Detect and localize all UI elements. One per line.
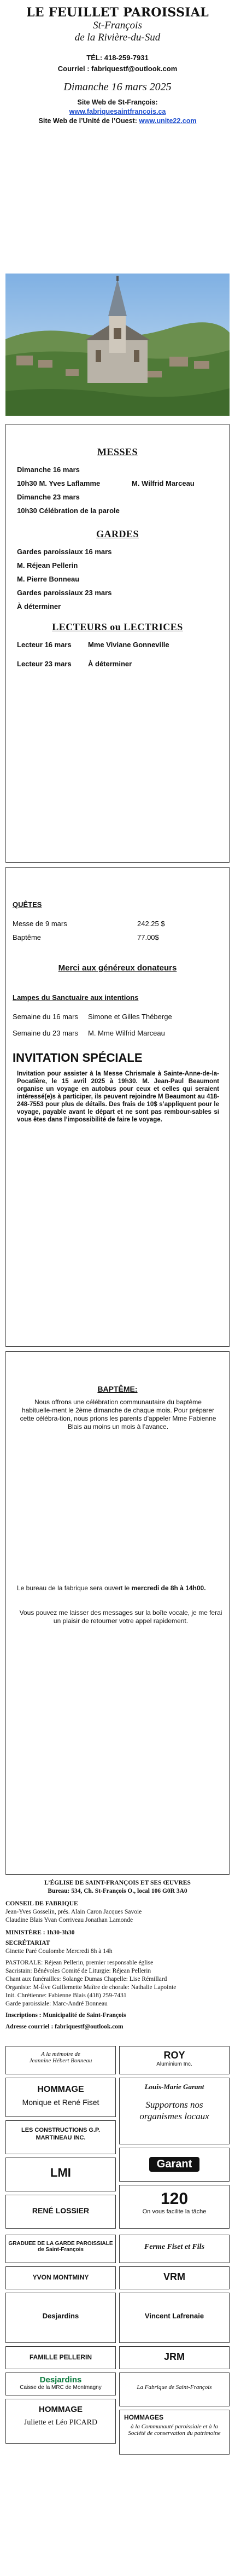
sponsor-ad bbox=[119, 2235, 230, 2263]
sponsor-ad bbox=[5, 2266, 116, 2289]
quete-label: Baptême bbox=[13, 933, 42, 941]
council-members: Claudine Blais Yvan Corriveau Jonathan Lamonde bbox=[5, 1917, 133, 1923]
ad-text: à la Communauté paroissiale et à la Société de conservation du patrimoine bbox=[128, 2423, 221, 2437]
voicemail-note: Vous pouvez me laisser des messages sur la boîte vocale, je me ferai un plaisir de retourner votre appel rapidement. bbox=[19, 1609, 222, 1625]
ad-text: Monique et René Fiset bbox=[22, 2098, 99, 2107]
sponsor-ad bbox=[119, 2266, 230, 2289]
sponsor-ad bbox=[5, 2235, 116, 2263]
sacristan-line: Sacristain: Bénévoles Comité de Liturgie: Réjean Pellerin bbox=[5, 1968, 151, 1974]
mass-line: Dimanche 23 mars bbox=[17, 493, 80, 501]
office-hours-prefix: Le bureau de la fabrique sera ouvert le bbox=[17, 1584, 132, 1592]
office-address: Bureau: 534, Ch. St-François O., local 106 G0R 3A0 bbox=[48, 1888, 187, 1894]
ad-title: HOMMAGE bbox=[39, 2405, 83, 2414]
lamp-name: Simone et Gilles Théberge bbox=[88, 1013, 172, 1021]
garde-line: Garde paroissiale: Marc-André Bonneau bbox=[5, 2001, 108, 2007]
guards-heading: GARDES bbox=[96, 528, 139, 539]
ad-logo: RENÉ LOSSIER bbox=[32, 2206, 90, 2215]
council-members: Jean-Yves Gosselin, prés. Alain Caron Jacques Savoie bbox=[5, 1909, 142, 1915]
ad-logo: LMI bbox=[50, 2166, 71, 2179]
mass-schedule-section bbox=[5, 424, 230, 863]
reader-name: À déterminer bbox=[88, 660, 132, 668]
guard-line: À déterminer bbox=[17, 602, 61, 610]
ad-text: YVON MONTMINY bbox=[32, 2273, 89, 2281]
site2-label: Site Web de l’Unité de l’Ouest: bbox=[38, 117, 137, 125]
sponsor-ad bbox=[5, 2373, 116, 2395]
site1-link[interactable]: www.fabriquesaintfrancois.ca bbox=[69, 108, 166, 115]
ad-text: Ferme Fiset et Fils bbox=[144, 2243, 205, 2251]
organist-line: Organiste: M-Ève Guillemette Maître de chorale: Nathalie Lapointe bbox=[5, 1984, 177, 1991]
ad-text: Juliette et Léo PICARD bbox=[24, 2418, 98, 2427]
choir-line: Chant aux funérailles: Solange Dumas Chapelle: Lise Rémillard bbox=[5, 1976, 167, 1982]
ad-text: La Fabrique de Saint-François bbox=[137, 2384, 212, 2391]
lamp-label: Semaine du 16 mars bbox=[13, 1013, 78, 1021]
ad-text: Supportons nos organismes locaux bbox=[139, 2100, 209, 2121]
quete-amount: 242.25 $ bbox=[137, 920, 165, 928]
ministry-title: MINISTÈRE : 1h30-3h30 bbox=[5, 1929, 75, 1936]
parish-name-line1: St-François bbox=[93, 20, 142, 31]
guard-line: Gardes paroissiaux 23 mars bbox=[17, 589, 112, 597]
invitation-text: Invitation pour assister à la Messe Chrismale à Sainte-Anne-de-la-Pocatière, le 15 avril 2025 à 19h30. M. Jean-Paul Beaumont organise un voyage en autobus pour ceux et celles qui seraient intéressé(e)s à participer, ils peuvent rejoindre M Beaumont au 418-248-7553 pour plus de détails. Des frais de 10$ s’appliquent pour le voyage, payable avant le départ et ne sont pas rembour-sables si vous êtes dans l’impossibilité de faire le voyage. bbox=[17, 1071, 219, 1123]
sponsor-ad bbox=[5, 2399, 116, 2444]
sponsor-ad bbox=[119, 2046, 230, 2074]
quete-label: Messe de 9 mars bbox=[13, 920, 67, 928]
mass-line: Dimanche 16 mars bbox=[17, 466, 80, 474]
reader-label: Lecteur 16 mars bbox=[17, 641, 72, 649]
ad-logo: JRM bbox=[163, 2351, 185, 2362]
baptism-text: Nous offrons une célébration communautaire du baptême habituelle-ment le 2ème dimanche de chaque mois. Pour préparer cette célébra-tion, nous prions les parents d’appeler Mme Fabienne Blais au moins un mois à l’avance. bbox=[20, 1398, 216, 1431]
collections-section bbox=[5, 867, 230, 1347]
guard-line: Gardes paroissiaux 16 mars bbox=[17, 548, 112, 556]
site2-link[interactable]: www.unite22.com bbox=[139, 117, 197, 125]
donors-thanks: Merci aux généreux donateurs bbox=[58, 963, 177, 973]
sponsor-ad bbox=[119, 2078, 230, 2144]
ad-text: Vincent Lafrenaie bbox=[144, 2312, 204, 2320]
ad-logo: VRM bbox=[163, 2271, 185, 2282]
readers-heading: LECTEURS ou LECTRICES bbox=[52, 621, 183, 632]
ad-text: A la mémoire de bbox=[41, 2051, 80, 2057]
sponsor-ad bbox=[119, 2293, 230, 2343]
secretary-line: Ginette Paré Coulombe Mercredi 8h à 14h bbox=[5, 1948, 113, 1955]
inscriptions-line: Inscriptions : Municipalité de Saint-François bbox=[5, 2012, 126, 2019]
ad-text: Desjardins bbox=[42, 2312, 79, 2320]
ad-text: Jeannine Hébert Bonneau bbox=[29, 2057, 92, 2064]
ad-text: LES CONSTRUCTIONS G.P. MARTINEAU INC. bbox=[21, 2127, 101, 2141]
ad-logo: Garant bbox=[149, 2157, 199, 2172]
sponsor-ad bbox=[119, 2373, 230, 2406]
parish-info bbox=[5, 1879, 230, 2031]
sponsor-ad bbox=[5, 2195, 116, 2229]
sponsor-ad bbox=[5, 2078, 116, 2117]
sponsor-ad bbox=[119, 2410, 230, 2455]
sponsor-ad bbox=[5, 2046, 116, 2074]
quetes-title: QUÊTES bbox=[13, 900, 42, 909]
ad-text: GRADUEE DE LA GARDE PAROISSIALE bbox=[8, 2241, 113, 2247]
parish-name-line2: de la Rivière-du-Sud bbox=[74, 32, 161, 43]
bulletin-date: Dimanche 16 mars 2025 bbox=[63, 81, 172, 93]
reader-label: Lecteur 23 mars bbox=[17, 660, 72, 668]
bulletin-header bbox=[0, 0, 235, 224]
phone-number: TÉL: 418-259-7931 bbox=[86, 54, 149, 62]
ad-title: HOMMAGES bbox=[124, 2414, 163, 2421]
ad-text: FAMILLE PELLERIN bbox=[30, 2353, 92, 2361]
sponsor-ad bbox=[119, 2185, 230, 2229]
email-address: Courriel : fabriquestf@outlook.com bbox=[57, 65, 178, 73]
sponsor-ad bbox=[5, 2120, 116, 2154]
church-photo bbox=[5, 274, 230, 416]
email-line: Adresse courriel : fabriquestf@outlook.com bbox=[5, 2023, 124, 2030]
sponsor-ad bbox=[119, 2148, 230, 2182]
guard-line: M. Réjean Pellerin bbox=[17, 561, 78, 569]
sponsor-ad bbox=[5, 2346, 116, 2369]
lamp-name: M. Mme Wilfrid Marceau bbox=[88, 1029, 165, 1037]
initiation-line: Init. Chrétienne: Fabienne Blais (418) 259-7431 bbox=[5, 1992, 127, 1999]
council-title: CONSEIL DE FABRIQUE bbox=[5, 1900, 78, 1907]
mass-line: 10h30 Célébration de la parole bbox=[17, 507, 120, 515]
ad-title: HOMMAGE bbox=[37, 2085, 84, 2094]
lamp-label: Semaine du 23 mars bbox=[13, 1029, 78, 1037]
baptism-section bbox=[5, 1351, 230, 1875]
pastoral-line: PASTORALE: Réjean Pellerin, premier responsable église bbox=[5, 1959, 154, 1966]
ad-logo: Desjardins bbox=[39, 2375, 82, 2385]
office-hours bbox=[17, 1584, 225, 1592]
quete-amount: 77.00$ bbox=[137, 933, 159, 941]
bulletin-title: LE FEUILLET PAROISSIAL bbox=[26, 5, 209, 20]
mass-line: 10h30 M. Yves Laflamme bbox=[17, 479, 101, 487]
baptism-title: BAPTÊME: bbox=[97, 1385, 138, 1393]
sponsor-ad bbox=[119, 2346, 230, 2369]
reader-name: Mme Viviane Gonneville bbox=[88, 641, 169, 649]
ad-logo: ROY bbox=[163, 2050, 185, 2061]
mass-line-right: M. Wilfrid Marceau bbox=[132, 479, 195, 487]
invitation-title: INVITATION SPÉCIALE bbox=[13, 1051, 143, 1065]
ad-text: On vous facilite la tâche bbox=[142, 2208, 207, 2215]
sponsor-ad bbox=[5, 2158, 116, 2191]
ad-text: Caisse de la MRC de Montmagny bbox=[20, 2385, 102, 2391]
secretary-title: SECRÉTARIAT bbox=[5, 1940, 50, 1946]
ad-title: Louis-Marie Garant bbox=[144, 2083, 204, 2091]
site1-label: Site Web de St-François: bbox=[77, 98, 158, 106]
lamps-title: Lampes du Sanctuaire aux intentions bbox=[13, 993, 139, 1002]
church-name: L’ÉGLISE DE SAINT-FRANÇOIS ET SES ŒUVRES bbox=[44, 1880, 191, 1886]
masses-heading: MESSES bbox=[97, 446, 138, 457]
ad-text: de Saint-François bbox=[38, 2247, 84, 2253]
guard-line: M. Pierre Bonneau bbox=[17, 575, 80, 583]
office-hours-time: mercredi de 8h à 14h00. bbox=[131, 1584, 206, 1592]
sponsor-ad bbox=[5, 2293, 116, 2343]
ad-text: Aluminium Inc. bbox=[156, 2061, 192, 2067]
ad-logo: 120 bbox=[160, 2190, 189, 2208]
